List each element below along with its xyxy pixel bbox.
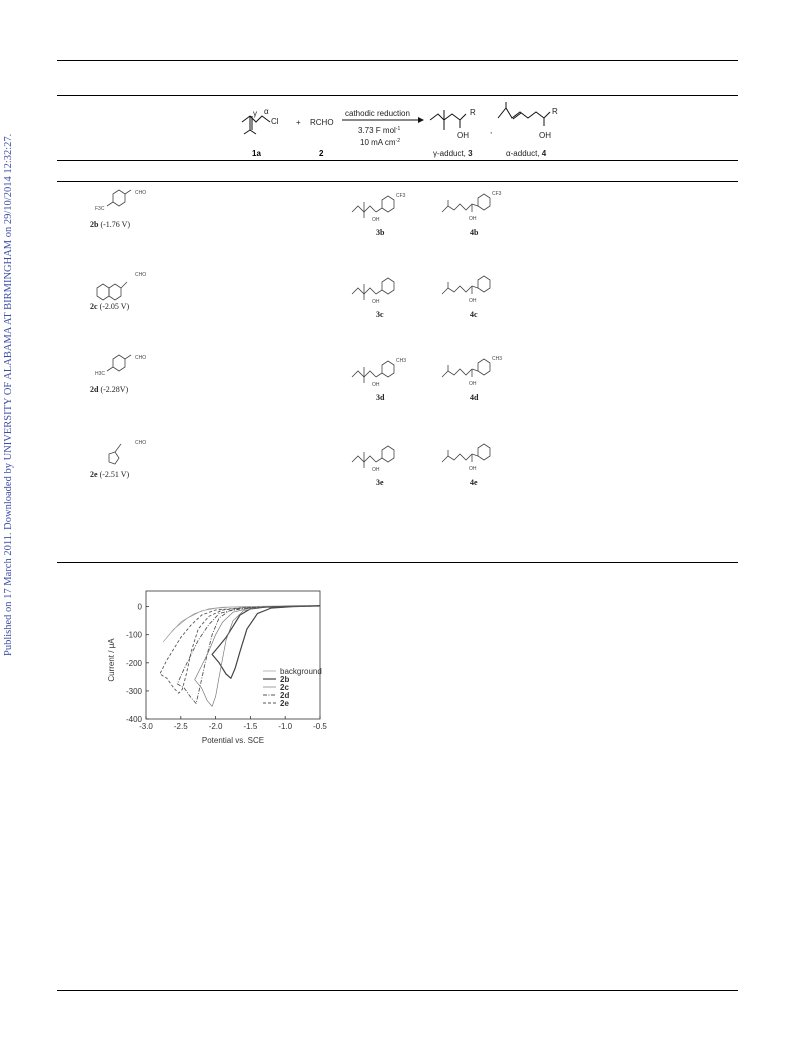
- rule-scheme-top: [57, 95, 738, 96]
- y-tick-label: -200: [125, 658, 142, 668]
- chart-legend: [263, 667, 322, 708]
- substrate-label: [90, 385, 128, 394]
- substrate-number: 2e: [90, 470, 98, 479]
- aldehyde-group-label: CHO: [135, 440, 147, 446]
- substrate-number: 2c: [90, 302, 98, 311]
- rule-table-bottom: [57, 562, 738, 563]
- cv-curve-2e: [160, 606, 320, 693]
- y-tick-label: -400: [125, 715, 142, 724]
- aldehyde-group-label: CHO: [135, 190, 147, 196]
- alpha-adduct-structure: [498, 102, 550, 126]
- x-tick-label: -1.5: [243, 722, 258, 731]
- conditions-current: 10 mA $cm^{-2}$: [360, 138, 401, 147]
- gamma-adduct-label: 3c: [376, 310, 384, 319]
- alpha-adduct-label: 4c: [470, 310, 478, 319]
- substrate-structure: [95, 438, 185, 468]
- alpha-adduct-label: 4d: [470, 393, 479, 402]
- conditions-charge: 3.73 F mol$^{-1}$: [358, 126, 401, 135]
- hydroxyl-label: OH: [469, 466, 477, 472]
- alpha-adduct-structure: [440, 353, 540, 387]
- substituent-label: CH3: [396, 358, 407, 364]
- hydroxyl-label: OH: [372, 467, 380, 473]
- hydroxyl-label: OH: [469, 216, 477, 222]
- substrate-structure: [95, 188, 185, 218]
- reduction-potential: (-1.76 V): [98, 220, 131, 229]
- x-tick-label: -2.0: [208, 722, 223, 731]
- y-tick-label: -300: [125, 686, 142, 696]
- cv-curve-background: [163, 606, 320, 642]
- alpha-adduct-structure: [440, 270, 540, 304]
- x-axis-label: Potential vs. SCE: [201, 736, 265, 745]
- rule-page-bottom: [57, 990, 738, 991]
- plot-frame: [146, 591, 320, 719]
- substrate-number: 2b: [90, 220, 99, 229]
- x-tick-label: -1.0: [278, 722, 293, 731]
- label-1a: 1a: [252, 149, 261, 158]
- gamma-adduct-label: 3e: [376, 478, 384, 487]
- substituent-label: F3C: [95, 206, 105, 212]
- gamma-adduct-structure: [350, 270, 440, 304]
- substrate-structure: [95, 353, 185, 383]
- reduction-potential: (-2.51 V): [97, 470, 130, 479]
- reduction-potential: (-2.05 V): [97, 302, 130, 311]
- cyclic-voltammogram: [100, 585, 340, 760]
- hydroxyl-label: OH: [469, 298, 477, 304]
- y-axis-label: Current / μA: [107, 638, 116, 682]
- hydroxyl-label: OH: [372, 299, 380, 305]
- conditions-method: cathodic reduction: [345, 109, 410, 118]
- hydroxyl-label: OH: [372, 217, 380, 223]
- substituent-label: CH3: [492, 356, 503, 362]
- alpha-adduct-r: R: [552, 107, 558, 116]
- allyl-chloride-structure: [242, 116, 270, 134]
- legend-label: background: [280, 667, 322, 676]
- hydroxyl-label: OH: [372, 382, 380, 388]
- substituent-label: CF3: [492, 191, 502, 197]
- label-2: 2: [319, 149, 324, 158]
- legend-label: 2b: [280, 675, 290, 684]
- product-comma: ,: [490, 126, 493, 135]
- alpha-adduct-structure: [440, 438, 540, 472]
- gamma-adduct-oh: OH: [457, 131, 469, 140]
- plus-sign: +: [296, 118, 301, 127]
- gamma-adduct-structure: [350, 438, 440, 472]
- hydroxyl-label: OH: [469, 381, 477, 387]
- alpha-adduct-oh: OH: [539, 131, 551, 140]
- label-gamma-adduct: γ-adduct, 3: [433, 149, 473, 158]
- alpha-adduct-structure: [440, 188, 540, 222]
- substituent-label: H3C: [95, 371, 106, 377]
- chart-series: [160, 606, 320, 707]
- gamma-locant: γ: [253, 109, 257, 118]
- y-tick-label: 0: [137, 602, 142, 612]
- legend-label: 2d: [280, 691, 290, 700]
- reaction-scheme: [230, 100, 570, 160]
- alpha-adduct-label: 4e: [470, 478, 478, 487]
- y-tick-label: -100: [125, 630, 142, 640]
- x-tick-label: -0.5: [313, 722, 327, 731]
- reaction-arrowhead: [418, 117, 424, 123]
- aldehyde-reagent: RCHO: [310, 118, 334, 127]
- alpha-adduct-label: 4b: [470, 228, 479, 237]
- gamma-adduct-structure: [350, 353, 440, 387]
- aldehyde-group-label: CHO: [135, 272, 147, 278]
- substrate-label: [90, 302, 129, 311]
- substituent-label: CF3: [396, 193, 406, 199]
- x-tick-label: -2.5: [173, 722, 188, 731]
- legend-label: 2c: [280, 683, 289, 692]
- label-alpha-adduct: α-adduct, 4: [506, 149, 547, 158]
- gamma-adduct-label: 3d: [376, 393, 385, 402]
- substrate-label: [90, 470, 129, 479]
- gamma-adduct-structure: [430, 110, 466, 130]
- legend-label: 2e: [280, 699, 289, 708]
- alpha-locant: α: [264, 107, 269, 116]
- gamma-adduct-label: 3b: [376, 228, 385, 237]
- x-tick-label: -3.0: [139, 722, 153, 731]
- gamma-adduct-r: R: [470, 108, 476, 117]
- gamma-adduct-structure: [350, 188, 440, 222]
- download-watermark: Published on 17 March 2011. Downloaded by UNIVERSITY OF ALABAMA AT BIRMINGHAM on 29/10/2014 12:32:27.: [3, 133, 14, 656]
- aldehyde-group-label: CHO: [135, 355, 147, 361]
- substrate-number: 2d: [90, 385, 99, 394]
- rule-scheme-bottom: [57, 160, 738, 161]
- substrate-structure: [95, 270, 185, 300]
- substrate-label: [90, 220, 130, 229]
- rule-top: [57, 60, 738, 61]
- reduction-potential: (-2.28V): [98, 385, 129, 394]
- cv-curve-2d: [177, 606, 320, 703]
- chloride-label: Cl: [271, 117, 279, 126]
- rule-table-top: [57, 181, 738, 182]
